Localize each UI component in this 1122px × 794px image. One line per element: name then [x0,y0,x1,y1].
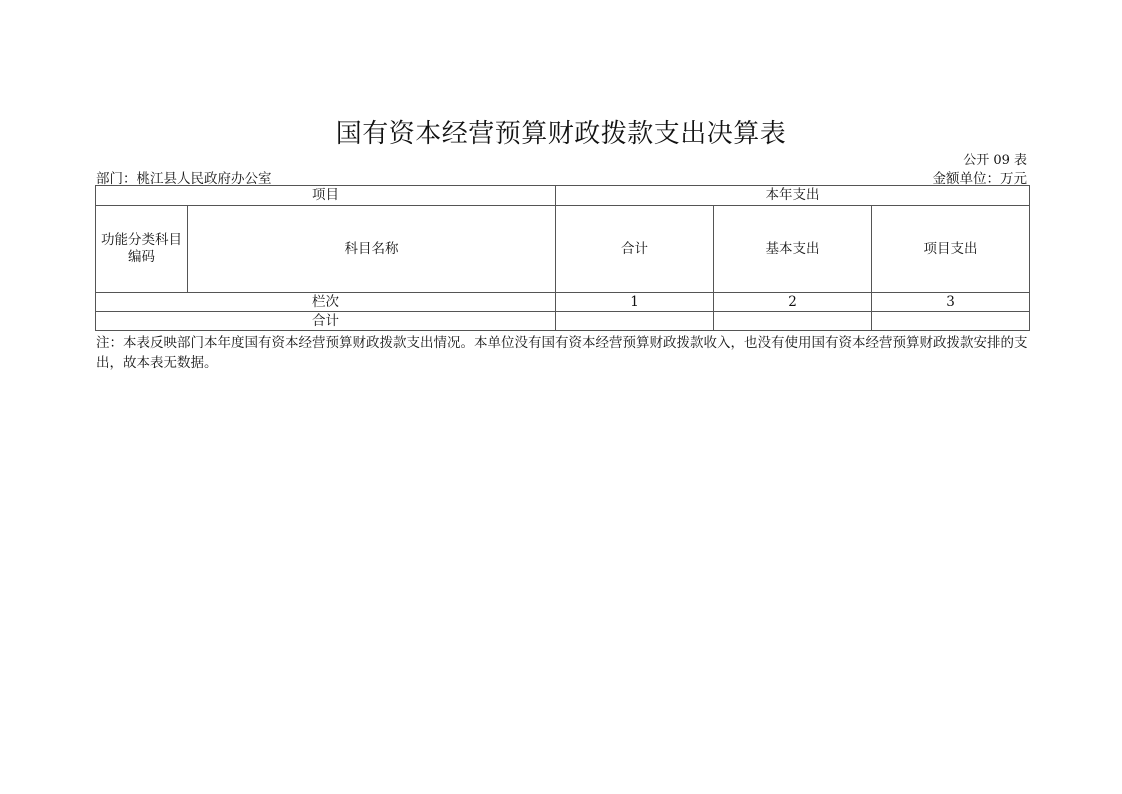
column-index-row [96,293,1030,312]
header-function-code [96,206,188,293]
column-index-2: 2 [714,293,872,312]
table-number: 公开 09 表 [963,153,1027,168]
header-project: 项目 [96,186,556,206]
total-value-1 [556,312,714,331]
table-note: 注：本表反映部门本年度国有资本经营预算财政拨款支出情况。本单位没有国有资本经营预算财政拨款收入，也没有使用国有资本经营预算财政拨款安排的支出，故本表无数据。 [96,335,1028,371]
column-index-1: 1 [556,293,714,312]
department-label: 部门：桃江县人民政府办公室 [96,171,272,187]
column-index-label: 栏次 [96,293,556,312]
total-label: 合计 [96,312,556,331]
page-title: 国有资本经营预算财政拨款支出决算表 [335,119,787,149]
header-current-year-expenditure: 本年支出 [556,186,1030,206]
header-function-code-line1: 功能分类科目 [101,232,182,248]
expenditure-table [95,185,1030,331]
amount-unit-label: 金额单位：万元 [932,171,1027,187]
header-subject-name: 科目名称 [188,206,556,293]
total-value-2 [714,312,872,331]
table-subheader-row [96,206,1030,293]
header-total: 合计 [556,206,714,293]
total-value-3 [872,312,1030,331]
column-index-3: 3 [872,293,1030,312]
header-project-expenditure: 项目支出 [872,206,1030,293]
header-basic-expenditure: 基本支出 [714,206,872,293]
total-row [96,312,1030,331]
header-function-code-line2: 编码 [128,249,155,265]
table-header-row [96,186,1030,206]
